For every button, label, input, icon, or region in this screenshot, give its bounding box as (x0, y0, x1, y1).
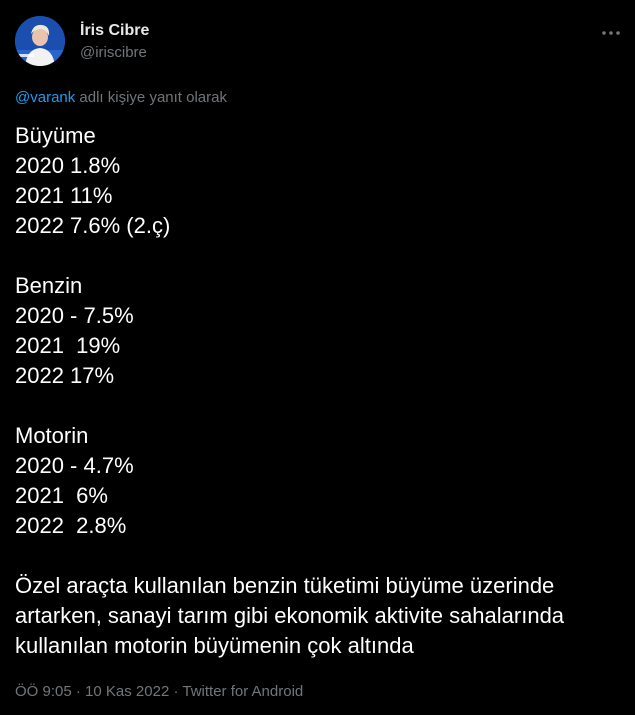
data-line: 2021 6% (15, 483, 108, 508)
ellipsis-icon (601, 30, 621, 36)
reply-mention-link[interactable]: @varank (15, 89, 76, 106)
tweet-metadata (15, 683, 303, 700)
section-heading: Büyüme (15, 123, 96, 148)
meta-separator: · (71, 683, 86, 700)
author-handle[interactable]: @iriscibre (80, 44, 147, 61)
avatar[interactable] (15, 16, 65, 66)
section-heading: Benzin (15, 273, 83, 298)
data-line: 2020 - 7.5% (15, 303, 134, 328)
data-line: 2020 1.8% (15, 153, 121, 178)
reply-context-text: adlı kişiye yanıt olarak (75, 89, 227, 106)
tweet-date-link[interactable]: 10 Kas 2022 (85, 683, 170, 700)
data-line: 2020 - 4.7% (15, 453, 134, 478)
data-line: 2022 2.8% (15, 513, 127, 538)
tweet-paragraph: Özel araçta kullanılan benzin tüketimi büyüme üzerinde artarken, sanayi tarım gibi ekonomik aktivite sahalarında kullanılan motorin büyümenin çok altında (15, 573, 565, 658)
tweet-text (15, 121, 625, 661)
more-options-button[interactable] (601, 20, 621, 41)
reply-context (15, 89, 227, 106)
meta-separator: · (169, 683, 183, 700)
tweet-source-link[interactable]: Twitter for Android (182, 683, 304, 700)
data-line: 2021 19% (15, 333, 121, 358)
author-display-name[interactable]: İris Cibre (80, 22, 150, 39)
profile-photo-icon (15, 16, 65, 66)
data-line: 2021 11% (15, 183, 113, 208)
data-line: 2022 7.6% (2.ç) (15, 213, 171, 238)
section-heading: Motorin (15, 423, 89, 448)
tweet-time-link[interactable]: ÖÖ 9:05 (15, 683, 72, 700)
data-line: 2022 17% (15, 363, 115, 388)
